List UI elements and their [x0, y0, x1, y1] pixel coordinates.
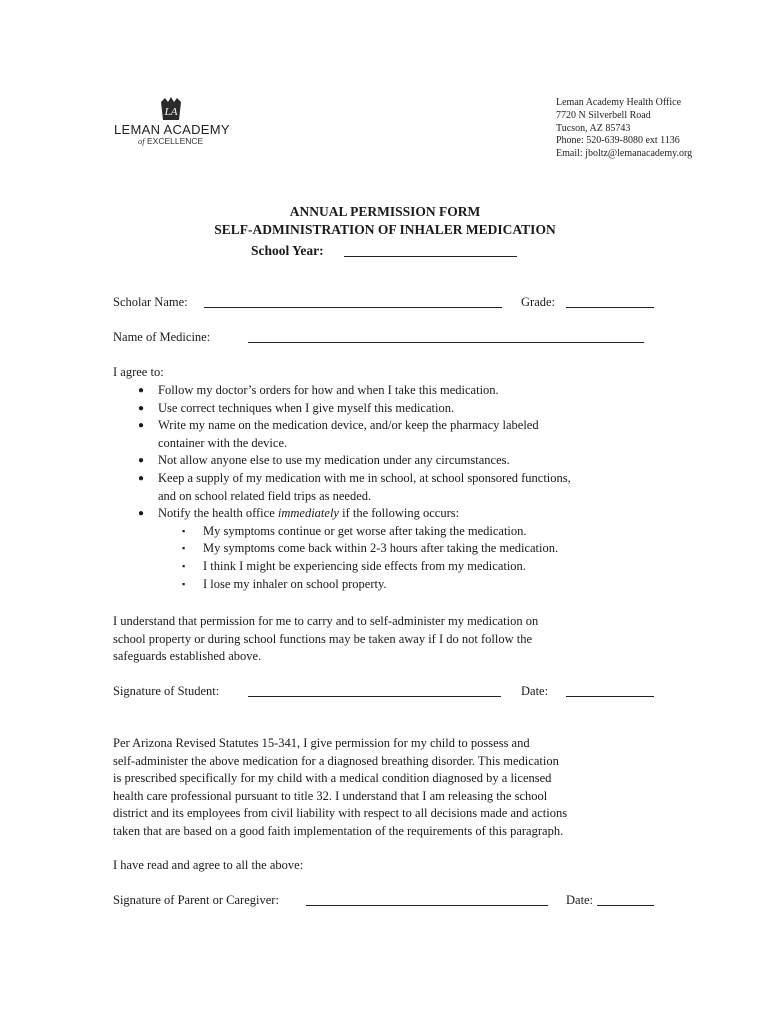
school-logo: [108, 96, 238, 156]
parent-signature-field[interactable]: [306, 905, 548, 906]
office-line: 7720 N Silverbell Road: [556, 109, 651, 121]
office-line: Phone: 520-639-8080 ext 1136: [556, 135, 680, 147]
list-item: ▪ My symptoms come back within 2-3 hours after taking the medication.: [158, 540, 571, 558]
grade-field[interactable]: [566, 307, 654, 308]
list-item: ▪ I think I might be experiencing side effects from my medication.: [158, 558, 571, 576]
understand-paragraph: I understand that permission for me to carry and to self-administer my medication on school property or during school functions may be taken away if I do not follow the safeguards established above.: [113, 614, 539, 664]
agree-intro: I agree to:: [113, 365, 164, 379]
parent-signature-label: Signature of Parent or Caregiver:: [113, 893, 279, 907]
office-line: Leman Academy Health Office: [556, 97, 682, 108]
logo-name: LEMAN ACADEMY: [114, 122, 230, 137]
office-line: Email: jboltz@lemanacademy.org: [556, 148, 693, 160]
medicine-field[interactable]: [248, 342, 644, 343]
office-address: [556, 97, 692, 161]
parent-date-field[interactable]: [597, 905, 654, 906]
student-date-label: Date:: [521, 684, 549, 698]
scholar-name-field[interactable]: [204, 307, 502, 308]
list-item: ▪ My symptoms continue or get worse after taking the medication.: [158, 523, 571, 541]
crest-icon: [156, 96, 186, 124]
form-title: ANNUAL PERMISSION FORM: [289, 204, 481, 219]
list-item: ● Follow my doctor’s orders for how and when I take this medication.: [138, 382, 571, 400]
school-year-field[interactable]: [344, 256, 517, 257]
medicine-label: Name of Medicine:: [113, 330, 211, 344]
form-subtitle: SELF-ADMINISTRATION OF INHALER MEDICATION: [214, 222, 556, 237]
scholar-name-label: Scholar Name:: [113, 295, 188, 309]
logo-subtitle: of EXCELLENCE: [138, 136, 204, 146]
student-signature-label: Signature of Student:: [113, 684, 220, 698]
parent-date-label: Date:: [566, 893, 594, 907]
list-item: ● Write my name on the medication device, and/or keep the pharmacy labeled container with the device.: [138, 417, 571, 452]
statute-paragraph: Per Arizona Revised Statutes 15-341, I give permission for my child to possess and self-administer the above medication for a diagnosed breathing disorder. This medication is prescribed specifically for my child with a medical condition diagnosed by a licensed health care professional pursuant to title 32. I understand that I am releasing the school district and its employees from civil liability with respect to all decisions made and actions taken that are based on a good faith implementation of the requirements of this paragraph.: [113, 736, 568, 838]
student-signature-field[interactable]: [248, 696, 501, 697]
svg-text:LA: LA: [164, 106, 178, 118]
read-agree-text: I have read and agree to all the above:: [113, 858, 304, 872]
grade-label: Grade:: [521, 295, 556, 309]
list-item: ▪ I lose my inhaler on school property.: [158, 576, 571, 594]
school-year-label: School Year:: [251, 243, 324, 258]
list-item: ● Use correct techniques when I give myself this medication.: [138, 400, 571, 418]
symptom-list: [158, 523, 571, 593]
list-item: ● Not allow anyone else to use my medication under any circumstances.: [138, 452, 571, 470]
student-date-field[interactable]: [566, 696, 654, 697]
list-item: ● Keep a supply of my medication with me in school, at school sponsored functions, and on school related field trips as needed.: [138, 470, 571, 505]
agree-list: [138, 382, 571, 593]
list-item: ● Notify the health office immediately if the following occurs: ▪ My symptoms continue or get worse after taking the medication. ▪ My symptoms come back within 2-3 hours after taking the medication. ▪ I think I might be experiencing side effects from my medication. ▪ I lose my inhaler on school property.: [138, 505, 571, 593]
office-line: Tucson, AZ 85743: [556, 122, 631, 134]
